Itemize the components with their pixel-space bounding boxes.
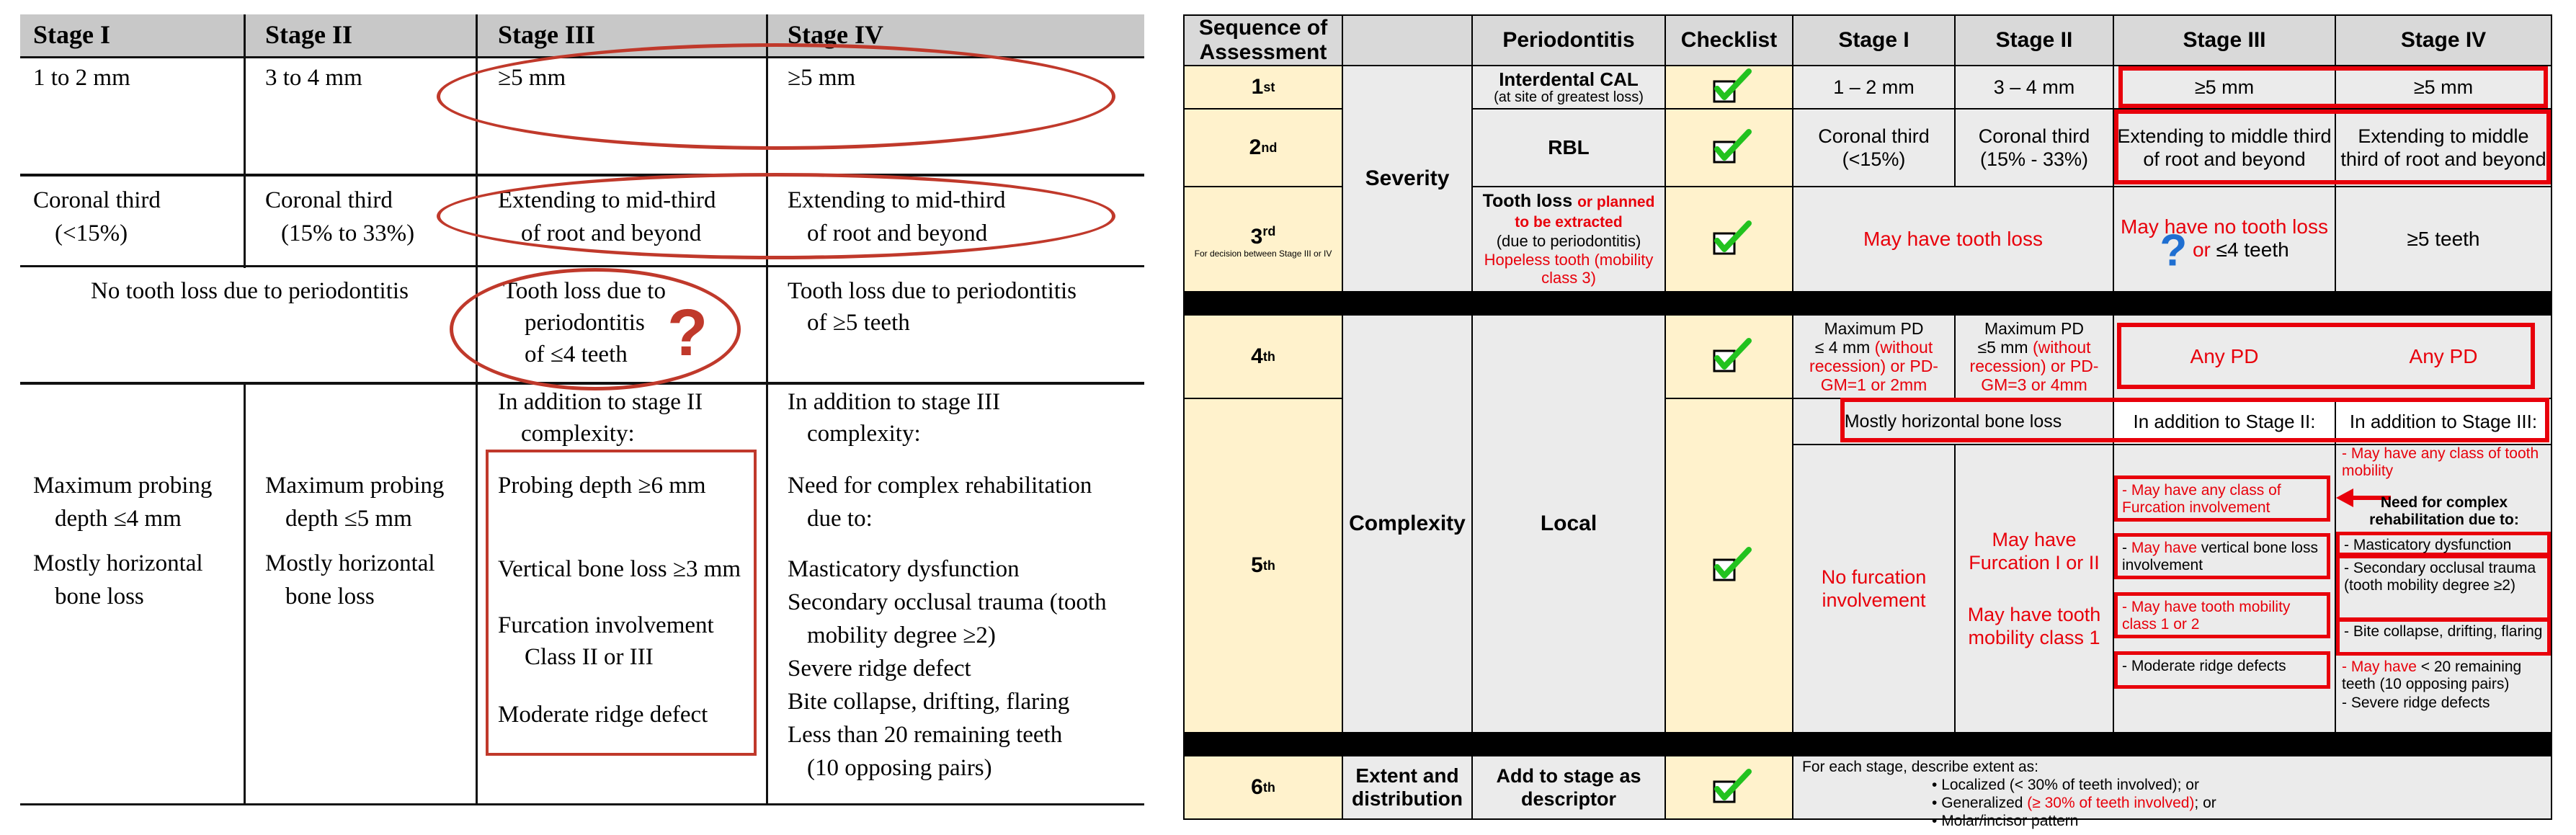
left-r3-s4-a: Tooth loss due to periodontitis: [788, 278, 1077, 304]
r2-stage1: Coronal third (<15%): [1792, 108, 1956, 187]
left-r4-s1-a: Maximum probing: [33, 473, 213, 499]
header-sequence: Sequence of Assessment: [1183, 14, 1343, 66]
left-r4-s2-b: depth ≤5 mm: [285, 506, 412, 532]
r4-stage4: Any PD: [2409, 345, 2478, 367]
checkbox-check-icon[interactable]: [1704, 544, 1755, 587]
left-r3-s3-c: of ≤4 teeth: [525, 341, 628, 367]
left-r4-s3-d: Vertical bone loss ≥3 mm: [498, 556, 741, 582]
checklist-cell[interactable]: [1664, 65, 1793, 110]
checklist-cell[interactable]: [1664, 314, 1793, 399]
r5-stage3-top: In addition to Stage II:: [2113, 398, 2336, 445]
left-r2-s4-b: of root and beyond: [807, 220, 988, 246]
group-complexity: Complexity: [1342, 314, 1473, 733]
crit-tooth-loss: Tooth loss or planned to be extracted (due to periodontitis) Hopeless tooth (mobility class 3): [1471, 186, 1666, 293]
seq-1st: 1 st: [1183, 65, 1343, 110]
divider: [20, 174, 1144, 177]
r5-s4-bullet-masticatory: - Masticatory dysfunction: [2336, 532, 2551, 556]
r5-stage4-top: In addition to Stage III:: [2335, 398, 2552, 445]
left-r4-s4-k: (10 opposing pairs): [807, 755, 992, 781]
crit-descriptor: Add to stage as descriptor: [1471, 755, 1666, 820]
seq-2nd: 2 nd: [1183, 108, 1343, 187]
red-ellipse-annotation: [437, 43, 1115, 150]
header-periodontitis: Periodontitis: [1471, 14, 1666, 66]
r2-stage4: Extending to middle third of root and beyond: [2335, 108, 2552, 187]
left-r4-s4-c: Need for complex rehabilitation: [788, 473, 1092, 499]
left-header-stage3: Stage III: [498, 20, 596, 49]
left-r2-s2-a: Coronal third: [265, 187, 393, 213]
checklist-cell[interactable]: [1664, 755, 1793, 820]
red-ellipse-annotation: [450, 268, 741, 390]
r5-s4-need: Need for complex rehabilitation due to:: [2369, 494, 2519, 528]
seq-3rd: 3rd For decision between Stage III or IV: [1183, 186, 1343, 293]
r4-stage3: Any PD: [2190, 345, 2259, 367]
question-mark-icon: ?: [667, 296, 708, 370]
left-header-stage2: Stage II: [265, 20, 353, 49]
red-box-annotation: [2117, 323, 2535, 389]
r6-intro: For each stage, describe extent as:: [1802, 759, 2039, 775]
r6-bullet-molar: • Molar/incisor pattern: [1932, 813, 2079, 829]
section-divider-bar: [1183, 291, 2552, 316]
r1-stage1: 1 – 2 mm: [1792, 65, 1956, 110]
header-stage3: Stage III: [2113, 14, 2336, 66]
left-r4-s1-d: bone loss: [55, 584, 144, 609]
left-r4-s3-c: Probing depth ≥6 mm: [498, 473, 706, 499]
left-r4-s3-g: Moderate ridge defect: [498, 702, 708, 728]
r6-bullet-localized: • Localized (< 30% of teeth involved); or: [1932, 777, 2199, 793]
divider: [20, 803, 1144, 805]
left-r2-s4-a: Extending to mid-third: [788, 187, 1006, 213]
r5-stage2: May have Furcation I or II May have tooth mobility class 1: [1954, 444, 2114, 733]
header-checklist: Checklist: [1664, 14, 1793, 66]
left-r4-s4-f: Secondary occlusal trauma (tooth: [788, 589, 1107, 615]
left-r4-s3-b: complexity:: [521, 421, 635, 447]
left-r2-s3-b: of root and beyond: [521, 220, 702, 246]
left-header-stage4: Stage IV: [788, 20, 883, 49]
left-r4-s3-f: Class II or III: [525, 644, 654, 670]
left-r4-s4-b: complexity:: [807, 421, 921, 447]
crit-interdental-cal: Interdental CAL (at site of greatest loss): [1471, 65, 1666, 110]
left-r4-s4-g: mobility degree ≥2): [807, 622, 996, 648]
red-ellipse-annotation: [437, 173, 1115, 259]
left-r3-s4-b: of ≥5 teeth: [807, 310, 910, 336]
checkbox-check-icon[interactable]: [1704, 66, 1755, 109]
red-box-annotation: [2118, 66, 2548, 108]
left-r4-s4-e: Masticatory dysfunction: [788, 556, 1020, 582]
left-r2-s3-a: Extending to mid-third: [498, 187, 716, 213]
left-r3-s3-a: Tooth loss due to: [503, 278, 666, 304]
left-staging-table: [20, 14, 1144, 811]
divider: [244, 382, 246, 805]
r5-s4-bullet-trauma: - Secondary occlusal trauma (tooth mobility degree ≥2): [2336, 555, 2551, 621]
r5-s4-bullet-bite: - Bite collapse, drifting, flaring: [2336, 618, 2551, 656]
header-stage4: Stage IV: [2335, 14, 2552, 66]
r1-stage2: 3 – 4 mm: [1954, 65, 2114, 110]
left-r2-s2-b: (15% to 33%): [281, 220, 415, 246]
r5-s4-bullet-mobility: - May have any class of tooth mobility: [2342, 445, 2539, 479]
header-blank: [1342, 14, 1473, 66]
header-stage1: Stage I: [1792, 14, 1956, 66]
r4-stage1: Maximum PD ≤ 4 mm (without recession) or PD-GM=1 or 2mm: [1792, 314, 1956, 399]
left-r3-s3-b: periodontitis: [525, 310, 645, 336]
seq-5th: 5 th: [1183, 398, 1343, 733]
checklist-cell[interactable]: [1664, 398, 1793, 733]
left-r1-s2: 3 to 4 mm: [265, 65, 362, 91]
checkbox-check-icon[interactable]: [1704, 766, 1755, 809]
left-r1-s1: 1 to 2 mm: [33, 65, 130, 91]
left-r1-s3: ≥5 mm: [498, 65, 566, 91]
left-r4-s1-b: depth ≤4 mm: [55, 506, 182, 532]
seq-4th: 4 th: [1183, 314, 1343, 399]
r1-stage3: ≥5 mm: [2113, 65, 2336, 110]
group-severity: Severity: [1342, 65, 1473, 293]
right-assessment-table: [1183, 14, 2561, 829]
r2-stage2: Coronal third (15% - 33%): [1954, 108, 2114, 187]
left-r4-s3-a: In addition to stage II: [498, 389, 703, 415]
left-r2-s1-a: Coronal third: [33, 187, 161, 213]
r5-stage12-top: Mostly horizontal bone loss: [1792, 398, 2114, 445]
divider: [244, 14, 246, 268]
left-r4-s2-c: Mostly horizontal: [265, 550, 435, 576]
question-mark-icon: ?: [2160, 226, 2188, 276]
r5-s4-bullet-severe: - Severe ridge defects: [2342, 695, 2490, 711]
checklist-cell[interactable]: [1664, 186, 1793, 293]
left-header-stage1: Stage I: [33, 20, 110, 49]
red-box-annotation: [486, 450, 757, 756]
left-r4-s3-e: Furcation involvement: [498, 612, 714, 638]
divider: [476, 14, 478, 805]
r1-stage4: ≥5 mm: [2335, 65, 2552, 110]
crit-local: Local: [1471, 314, 1666, 733]
left-r4-s4-j: Less than 20 remaining teeth: [788, 722, 1063, 748]
r5-s3-bullet-vertical: - May have vertical bone loss involvement: [2114, 533, 2330, 579]
left-r4-s2-d: bone loss: [285, 584, 375, 609]
left-r4-s4-i: Bite collapse, drifting, flaring: [788, 689, 1070, 715]
left-r4-s4-a: In addition to stage III: [788, 389, 1001, 415]
red-box-annotation: [1840, 398, 2549, 442]
r5-s3-bullet-mobility: - May have tooth mobility class 1 or 2: [2114, 592, 2330, 638]
r5-s4-bullet-remaining: - May have < 20 remaining teeth (10 opposing pairs): [2342, 658, 2522, 692]
left-r1-s4: ≥5 mm: [788, 65, 856, 91]
section-divider-bar: [1183, 732, 2552, 756]
r2-stage3: Extending to middle third of root and beyond: [2113, 108, 2336, 187]
r5-stage1: No furcation involvement: [1792, 444, 1956, 733]
left-r4-s2-a: Maximum probing: [265, 473, 445, 499]
r3-stage3: May have no tooth loss ? or ≤4 teeth: [2113, 186, 2336, 293]
left-r4-s4-h: Severe ridge defect: [788, 656, 971, 682]
checkbox-check-icon[interactable]: [1704, 218, 1755, 261]
header-stage2: Stage II: [1954, 14, 2114, 66]
r6-bullet-generalized: • Generalized (≥ 30% of teeth involved); or: [1932, 795, 2216, 811]
checkbox-check-icon[interactable]: [1704, 335, 1755, 378]
checklist-cell[interactable]: [1664, 108, 1793, 187]
r5-s3-bullet-furcation: - May have any class of Furcation involvement: [2114, 475, 2330, 522]
r6-extent: [1792, 755, 2552, 829]
group-extent: Extent and distribution: [1342, 755, 1473, 820]
crit-rbl: RBL: [1471, 108, 1666, 187]
left-r3-s12: No tooth loss due to periodontitis: [91, 278, 409, 304]
r5-s3-bullet-ridge: - Moderate ridge defects: [2114, 651, 2330, 689]
r4-stage2: Maximum PD ≤5 mm (without recession) or PD-GM=3 or 4mm: [1954, 314, 2114, 399]
left-r2-s1-b: (<15%): [55, 220, 128, 246]
red-box-annotation: [2114, 110, 2551, 184]
left-r4-s4-d: due to:: [807, 506, 873, 532]
checkbox-check-icon[interactable]: [1704, 126, 1755, 169]
r3-stage4: ≥5 teeth: [2335, 186, 2552, 293]
divider: [20, 265, 1144, 267]
left-r4-s1-c: Mostly horizontal: [33, 550, 203, 576]
seq-6th: 6 th: [1183, 755, 1343, 820]
r3-stage12: May have tooth loss: [1792, 186, 2114, 293]
